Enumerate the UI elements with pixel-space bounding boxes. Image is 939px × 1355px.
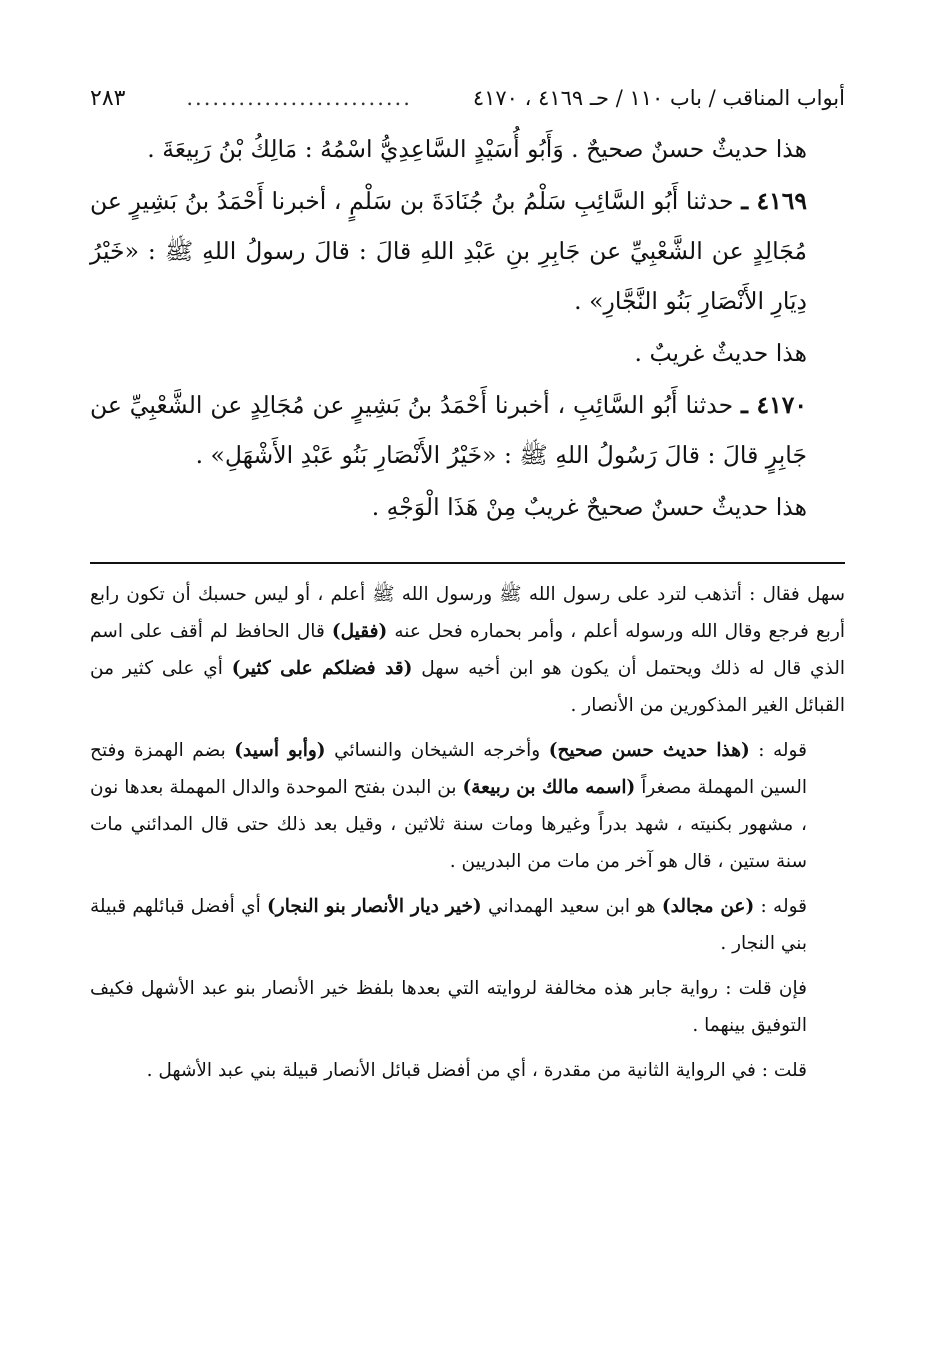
hadith-4169: [90, 176, 845, 326]
footnote-divider: [90, 562, 845, 564]
note-paragraph: [90, 1052, 845, 1089]
hadith-text: حدثنا أَبُو السَّائِبِ ، أخبرنا أَحْمَدُ بنُ بَشِيرٍ عن مُجَالِدٍ عن الشَّعْبِيِّ عن جَابِرٍ قالَ : قالَ رَسُولُ اللهِ ﷺ : «خَيْرُ الأَنْصَارِ بَنُو عَبْدِ الأَشْهَلِ» .: [90, 391, 807, 469]
note-paragraph: [90, 732, 845, 880]
hadith-grading-paragraph: هذا حديثٌ غريبٌ .: [634, 339, 807, 367]
note-paragraph: [90, 576, 845, 724]
main-text: [90, 124, 845, 532]
header-title: أبواب المناقب / باب ١١٠ / حـ ٤١٦٩ ، ٤١٧٠: [472, 86, 845, 110]
commentary-notes: [90, 576, 845, 1089]
book-page: [90, 78, 845, 1097]
note-paragraph: [90, 888, 845, 962]
note-text: رواية جابر هذه مخالفة لروايته التي بعدها بلفظ خير الأنصار بنو عبد الأشهل فكيف التوفيق بينهما .: [90, 978, 807, 1036]
note-quote: (خير ديار الأنصار بنو النجار): [267, 896, 482, 917]
note-quote: (قد فضلكم على كثير): [231, 658, 413, 679]
note-text: سهل فقال : أتذهب لترد على رسول الله ﷺ ورسول الله ﷺ أعلم ، أو ليس حسبك أن تكون رابع أربع فرجع وقال الله ورسوله أعلم ، وأمر بحماره فحل عنه: [90, 584, 846, 642]
hadith-4170: [90, 380, 845, 480]
note-text: بن البدن بفتح الموحدة والدال المهملة بعدها نون ، مشهور بكنيته ، شهد بدراً وغيرها ومات سنة ثلاثين ، وقيل بعد ذلك حتى قال المدائني مات سنة ستين ، قال هو آخر من مات من البدريين .: [90, 777, 807, 872]
note-text: في الرواية الثانية من مقدرة ، أي من أفضل قبائل الأنصار قبيلة بني عبد الأشهل .: [146, 1060, 756, 1081]
hadith-number: ٤١٧٠ ـ: [741, 391, 807, 419]
header-leader-dots: ..........................: [186, 86, 412, 110]
note-text: أي أفضل قبائلهم قبيلة بني النجار .: [90, 896, 807, 954]
note-text: قال الحافظ لم أقف على اسم الذي قال له ذلك ويحتمل أن يكون هو ابن أخيه سهل: [90, 621, 845, 679]
hadith-text: حدثنا أَبُو السَّائِبِ سَلْمُ بنُ جُنَادَةَ بن سَلْمٍ ، أخبرنا أَحْمَدُ بنُ بَشِيرٍ عن مُجَالِدٍ عن الشَّعْبِيِّ عن جَابِرِ بنِ عَبْدِ اللهِ قالَ : قالَ رسولُ اللهِ ﷺ : «خَيْرُ دِيَارِ الأَنْصَارِ بَنُو النَّجَّارِ» .: [90, 187, 807, 315]
note-text: وأخرجه الشيخان والنسائي: [334, 740, 541, 761]
note-text: هو ابن سعيد الهمداني: [487, 896, 656, 917]
note-text: فإن قلت :: [725, 978, 807, 999]
hadith-grading-paragraph: هذا حديثٌ حسنٌ صحيحٌ غريبٌ مِنْ هَذَا الْوَجْهِ .: [371, 493, 807, 521]
note-quote: (هذا حديث حسن صحيح): [548, 740, 750, 761]
note-quote: (وأبو أسيد): [234, 740, 326, 761]
note-text: بضم الهمزة وفتح السين المهملة مصغراً: [90, 740, 807, 798]
hadith-number: ٤١٦٩ ـ: [741, 187, 807, 215]
note-paragraph: [90, 970, 845, 1044]
running-header: [90, 78, 845, 118]
note-text: أي على كثير من القبائل الغير المذكورين من الأنصار .: [90, 658, 845, 716]
page-number: ٢٨٣: [90, 86, 126, 111]
note-text: قلت :: [761, 1060, 807, 1081]
note-text: قوله :: [760, 896, 807, 917]
hadith-grading-paragraph: هذا حديثٌ حسنٌ صحيحٌ . وَأَبُو أُسَيْدٍ السَّاعِدِيُّ اسْمُهُ : مَالِكُ بْنُ رَبِيعَةَ .: [147, 135, 807, 163]
note-quote: (فقيل): [331, 621, 388, 642]
note-quote: (اسمه مالك بن ربيعة): [462, 777, 636, 798]
note-text: قوله :: [758, 740, 807, 761]
note-quote: (عن مجالد): [661, 896, 755, 917]
